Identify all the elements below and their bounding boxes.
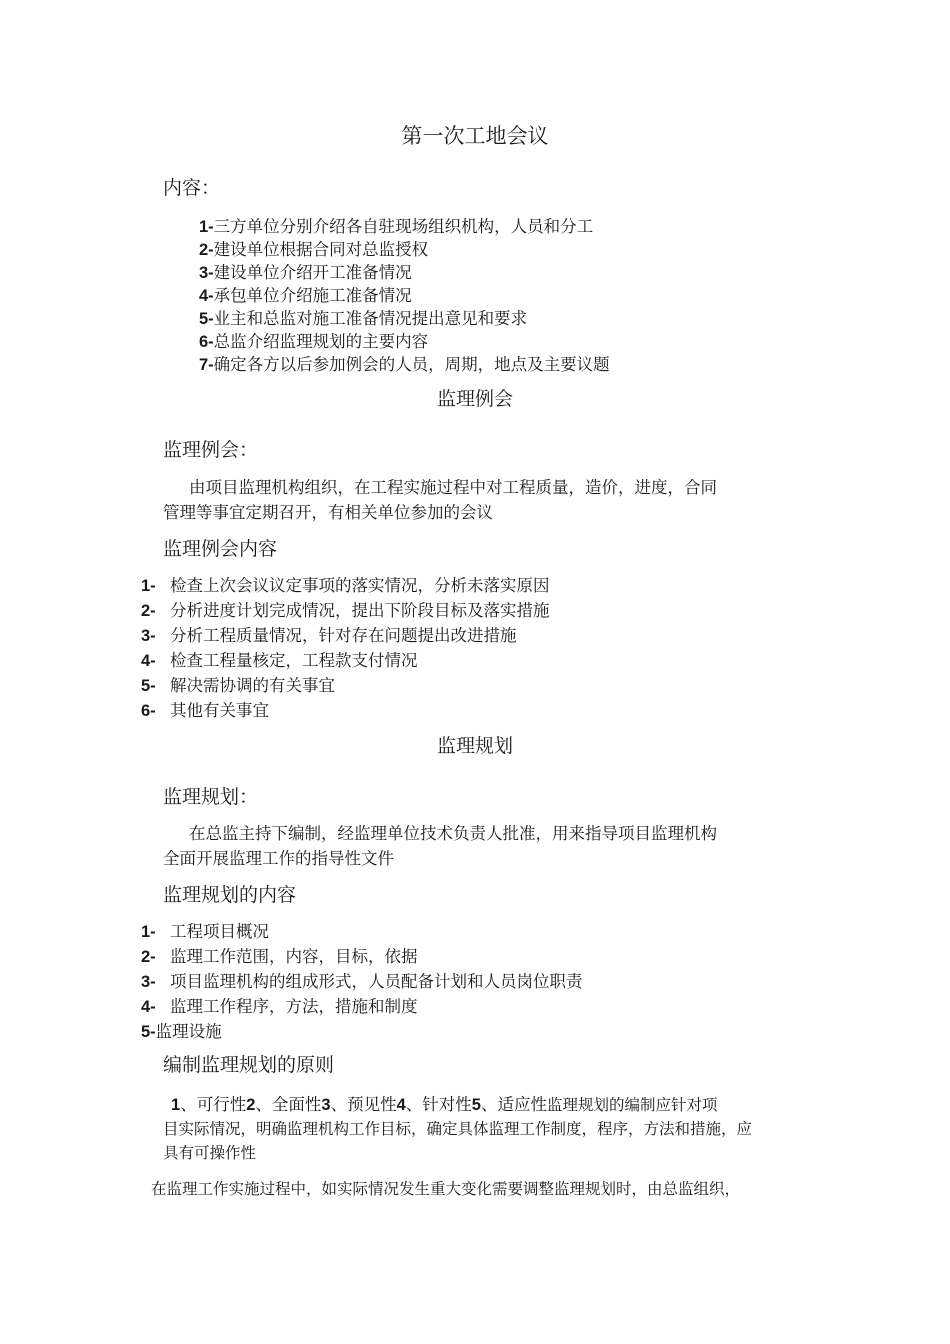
principle-heading: 编制监理规划的原则 bbox=[163, 1054, 335, 1076]
item-number: 3- bbox=[199, 264, 214, 282]
principle-text: 、适应性 bbox=[480, 1095, 547, 1114]
planning-def-line-1: 在总监主持下编制，经监理单位技术负责人批准，用来指导项目监理机构 bbox=[189, 824, 717, 843]
item-number: 1- bbox=[141, 577, 156, 595]
item-number: 6- bbox=[199, 333, 214, 351]
item-number: 1- bbox=[141, 923, 156, 941]
principle-line-1 bbox=[171, 1091, 717, 1115]
intro-item-2 bbox=[199, 236, 428, 260]
planning-item-2 bbox=[141, 943, 418, 967]
planning-item-3 bbox=[141, 968, 583, 992]
item-number: 7- bbox=[199, 356, 214, 374]
planning-item-4 bbox=[141, 993, 418, 1017]
principle-text: 、全面性 bbox=[255, 1095, 322, 1114]
item-text: 承包单位介绍施工准备情况 bbox=[213, 286, 412, 305]
item-number: 4- bbox=[199, 287, 214, 305]
item-text: 解决需协调的有关事宜 bbox=[170, 676, 335, 695]
meeting-item-6 bbox=[141, 697, 269, 721]
item-number: 5- bbox=[141, 677, 156, 695]
item-text: 其他有关事宜 bbox=[170, 701, 269, 720]
item-number: 6- bbox=[141, 702, 156, 720]
principle-text: 、预见性 bbox=[330, 1095, 397, 1114]
page-title: 第一次工地会议 bbox=[401, 124, 549, 148]
planning-def-line-2: 全面开展监理工作的指导性文件 bbox=[163, 849, 394, 868]
planning-item-5 bbox=[141, 1018, 222, 1042]
item-text: 项目监理机构的组成形式，人员配备计划和人员岗位职责 bbox=[170, 972, 583, 991]
principle-text: 、针对性 bbox=[405, 1095, 472, 1114]
item-text: 分析工程质量情况，针对存在问题提出改进措施 bbox=[170, 626, 517, 645]
item-text: 确定各方以后参加例会的人员，周期，地点及主要议题 bbox=[213, 355, 610, 374]
intro-item-5 bbox=[199, 305, 527, 329]
item-number: 1- bbox=[199, 218, 214, 236]
principle-number: 2 bbox=[246, 1096, 256, 1114]
meeting-item-1 bbox=[141, 572, 550, 596]
item-text: 总监介绍监理规划的主要内容 bbox=[213, 332, 429, 351]
meeting-title: 监理例会 bbox=[436, 388, 513, 410]
item-text: 建设单位根据合同对总监授权 bbox=[213, 240, 429, 259]
item-number: 5- bbox=[141, 1023, 156, 1041]
item-text: 监理工作程序，方法，措施和制度 bbox=[170, 997, 418, 1016]
meeting-item-3 bbox=[141, 622, 517, 646]
principle-number: 3 bbox=[321, 1096, 331, 1114]
item-text: 工程项目概况 bbox=[170, 922, 269, 941]
item-number: 5- bbox=[199, 310, 214, 328]
intro-item-3 bbox=[199, 259, 412, 283]
principle-tail: 监理规划的编制应针对项 bbox=[546, 1096, 718, 1114]
item-text: 监理工作范围，内容，目标，依据 bbox=[170, 947, 418, 966]
intro-item-6 bbox=[199, 328, 428, 352]
principle-number: 1 bbox=[171, 1096, 181, 1114]
planning-title: 监理规划 bbox=[436, 735, 513, 757]
item-number: 2- bbox=[141, 602, 156, 620]
item-text: 三方单位分别介绍各自驻现场组织机构，人员和分工 bbox=[213, 217, 594, 236]
item-text: 业主和总监对施工准备情况提出意见和要求 bbox=[213, 309, 528, 328]
item-number: 4- bbox=[141, 652, 156, 670]
principle-line-3: 具有可操作性 bbox=[163, 1144, 257, 1162]
item-number: 2- bbox=[199, 241, 214, 259]
item-number: 4- bbox=[141, 998, 156, 1016]
item-number: 2- bbox=[141, 948, 156, 966]
principle-number: 5 bbox=[471, 1096, 481, 1114]
item-text: 检查工程量核定，工程款支付情况 bbox=[170, 651, 418, 670]
meeting-item-5 bbox=[141, 672, 335, 696]
planning-content-heading: 监理规划的内容 bbox=[163, 884, 297, 906]
intro-item-1 bbox=[199, 213, 593, 237]
item-text: 监理设施 bbox=[155, 1022, 222, 1041]
intro-item-4 bbox=[199, 282, 412, 306]
item-text: 分析进度计划完成情况，提出下阶段目标及落实措施 bbox=[170, 601, 550, 620]
meeting-item-4 bbox=[141, 647, 418, 671]
planning-item-1 bbox=[141, 918, 269, 942]
meeting-item-2 bbox=[141, 597, 550, 621]
principle-text: 、可行性 bbox=[180, 1095, 247, 1114]
meeting-def-line-1: 由项目监理机构组织，在工程实施过程中对工程质量，造价，进度，合同 bbox=[189, 478, 717, 497]
principle-line-2: 目实际情况，明确监理机构工作目标，确定具体监理工作制度，程序，方法和措施，应 bbox=[163, 1120, 753, 1138]
intro-heading: 内容： bbox=[163, 177, 221, 199]
intro-item-7 bbox=[199, 351, 610, 375]
item-number: 3- bbox=[141, 627, 156, 645]
meeting-def-line-2: 管理等事宜定期召开，有相关单位参加的会议 bbox=[163, 503, 493, 522]
item-text: 检查上次会议议定事项的落实情况，分析未落实原因 bbox=[170, 576, 550, 595]
meeting-def-heading: 监理例会： bbox=[163, 439, 259, 461]
final-line: 在监理工作实施过程中，如实际情况发生重大变化需要调整监理规划时，由总监组织， bbox=[151, 1180, 741, 1198]
item-text: 建设单位介绍开工准备情况 bbox=[213, 263, 412, 282]
planning-def-heading: 监理规划： bbox=[163, 786, 259, 808]
item-number: 3- bbox=[141, 973, 156, 991]
meeting-content-heading: 监理例会内容 bbox=[163, 538, 278, 560]
principle-number: 4 bbox=[396, 1096, 406, 1114]
